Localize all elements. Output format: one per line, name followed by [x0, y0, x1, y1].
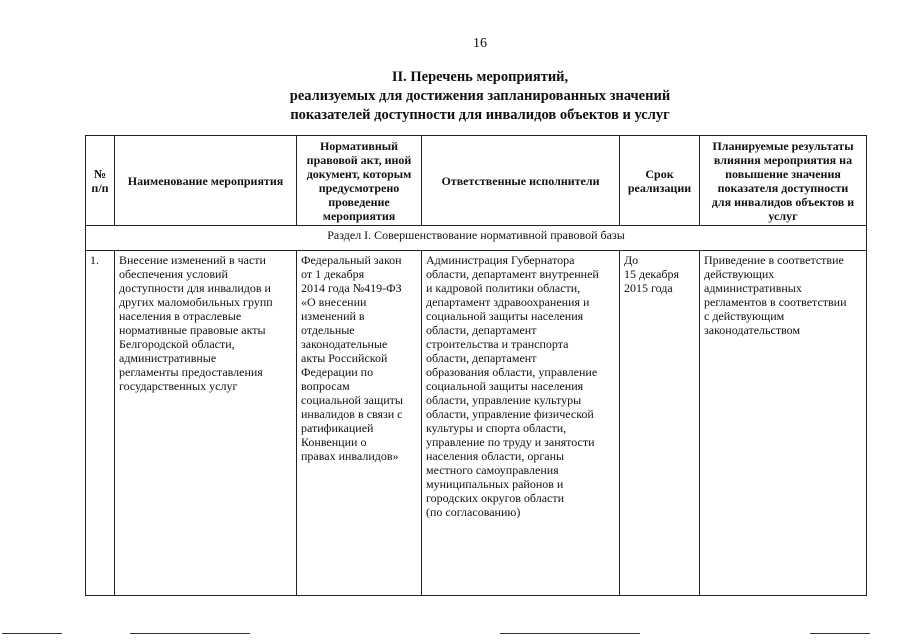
cell-line: области, управление культуры [426, 393, 582, 407]
cell-line: Ответственные исполнители [441, 173, 600, 188]
cell-line: Внесение изменений в части [119, 253, 266, 267]
cell-line: области, управление физической [426, 407, 594, 421]
cell-line: акты Российской [301, 351, 388, 365]
cell-line: вопросам [301, 379, 350, 393]
cell-num: 1. [86, 251, 115, 596]
cell-line: ратификацией [301, 421, 374, 435]
cell-line: Наименование мероприятия [127, 173, 284, 188]
cell-line: обеспечения условий [119, 267, 228, 281]
document-title [240, 68, 720, 125]
cell-line: услуг [768, 208, 798, 223]
cell-line: других маломобильных групп [119, 295, 273, 309]
cell-deadline [620, 251, 700, 596]
title-line: II. Перечень мероприятий, [391, 69, 569, 85]
cell-line: правовой акт, иной [306, 152, 412, 167]
cell-line: культуры и спорта области, [426, 421, 567, 435]
cell-line: действующих [704, 267, 775, 281]
cell-line: строительства и транспорта [426, 337, 569, 351]
page-edge-line [2, 633, 62, 634]
header-executors [422, 136, 620, 226]
measures-table [85, 135, 867, 596]
cell-line: предусмотрено [318, 180, 400, 195]
cell-line: Приведение в соответствие [704, 253, 844, 267]
cell-line: нормативные правовые акты [119, 323, 266, 337]
section-row [86, 226, 867, 251]
cell-line: Администрация Губернатора [426, 253, 575, 267]
cell-line: мероприятия [322, 208, 396, 223]
table-header-row [86, 136, 867, 226]
title-line: показателей доступности для инвалидов объектов и услуг [290, 107, 670, 123]
cell-line: доступности для инвалидов и [119, 281, 271, 295]
cell-line: Федеральный закон [301, 253, 402, 267]
cell-line: области, департамент внутренней [426, 267, 599, 281]
cell-line: области, департамент [426, 351, 537, 365]
cell-line: (по согласованию) [426, 505, 521, 519]
page-number: 16 [473, 36, 487, 51]
cell-line: образования области, управление [426, 365, 598, 379]
cell-act [297, 251, 422, 596]
cell-line: Срок [645, 166, 674, 181]
cell-name [115, 251, 297, 596]
cell-line: управление по труду и занятости [426, 435, 595, 449]
cell-line: Нормативный [319, 138, 399, 153]
cell-line: Федерации по [301, 365, 374, 379]
cell-line: п/п [91, 180, 109, 195]
cell-line: государственных услуг [119, 379, 238, 393]
cell-line: административные [119, 351, 217, 365]
cell-line: социальной защиты населения [426, 309, 584, 323]
cell-line: правах инвалидов» [301, 449, 399, 463]
cell-line: повышение значения [725, 166, 841, 181]
cell-line: городских округов области [426, 491, 565, 505]
cell-line: социальной защиты [301, 393, 403, 407]
cell-line: инвалидов в связи с [301, 407, 403, 421]
cell-line: местного самоуправления [426, 463, 559, 477]
cell-line: проведение [328, 194, 390, 209]
cell-line: изменений в [301, 309, 365, 323]
cell-results [700, 251, 867, 596]
cell-line: Белгородской области, [119, 337, 235, 351]
header-num [86, 136, 115, 226]
header-act [297, 136, 422, 226]
cell-line: Конвенции о [301, 435, 367, 449]
cell-line: муниципальных районов и [426, 477, 564, 491]
page-edge-line [500, 633, 640, 634]
cell-line: от 1 декабря [301, 267, 365, 281]
section-title: Раздел I. Совершенствование нормативной правовой базы [86, 226, 867, 251]
cell-line: До [624, 253, 639, 267]
cell-line: 2015 года [624, 281, 673, 295]
cell-line: населения в отраслевые [119, 309, 242, 323]
cell-line: Планируемые результаты [712, 138, 854, 153]
title-line: реализуемых для достижения запланированных значений [289, 88, 671, 104]
cell-line: и кадровой политики области, [426, 281, 581, 295]
cell-executors [422, 251, 620, 596]
cell-line: № [93, 166, 107, 181]
cell-line: регламенты предоставления [119, 365, 263, 379]
cell-line: области, департамент [426, 323, 537, 337]
table-row [86, 251, 867, 596]
cell-line: регламентов в соответствии [704, 295, 847, 309]
cell-line: департамент здравоохранения и [426, 295, 590, 309]
page-edge-line [810, 633, 870, 634]
cell-line: показателя доступности [717, 180, 849, 195]
cell-line: 2014 года №419-ФЗ [301, 281, 402, 295]
cell-line: влияния мероприятия на [713, 152, 853, 167]
header-results [700, 136, 867, 226]
cell-line: для инвалидов объектов и [711, 194, 855, 209]
cell-line: социальной защиты населения [426, 379, 584, 393]
cell-line: отдельные [301, 323, 355, 337]
page-edge-line [130, 633, 250, 634]
header-name [115, 136, 297, 226]
cell-line: законодательством [704, 323, 801, 337]
header-deadline [620, 136, 700, 226]
cell-line: населения области, органы [426, 449, 565, 463]
cell-line: документ, которым [306, 166, 412, 181]
cell-line: 15 декабря [624, 267, 680, 281]
cell-line: административных [704, 281, 802, 295]
cell-line: «О внесении [301, 295, 367, 309]
cell-line: законодательные [301, 337, 388, 351]
cell-line: с действующим [704, 309, 785, 323]
cell-line: реализации [627, 180, 692, 195]
